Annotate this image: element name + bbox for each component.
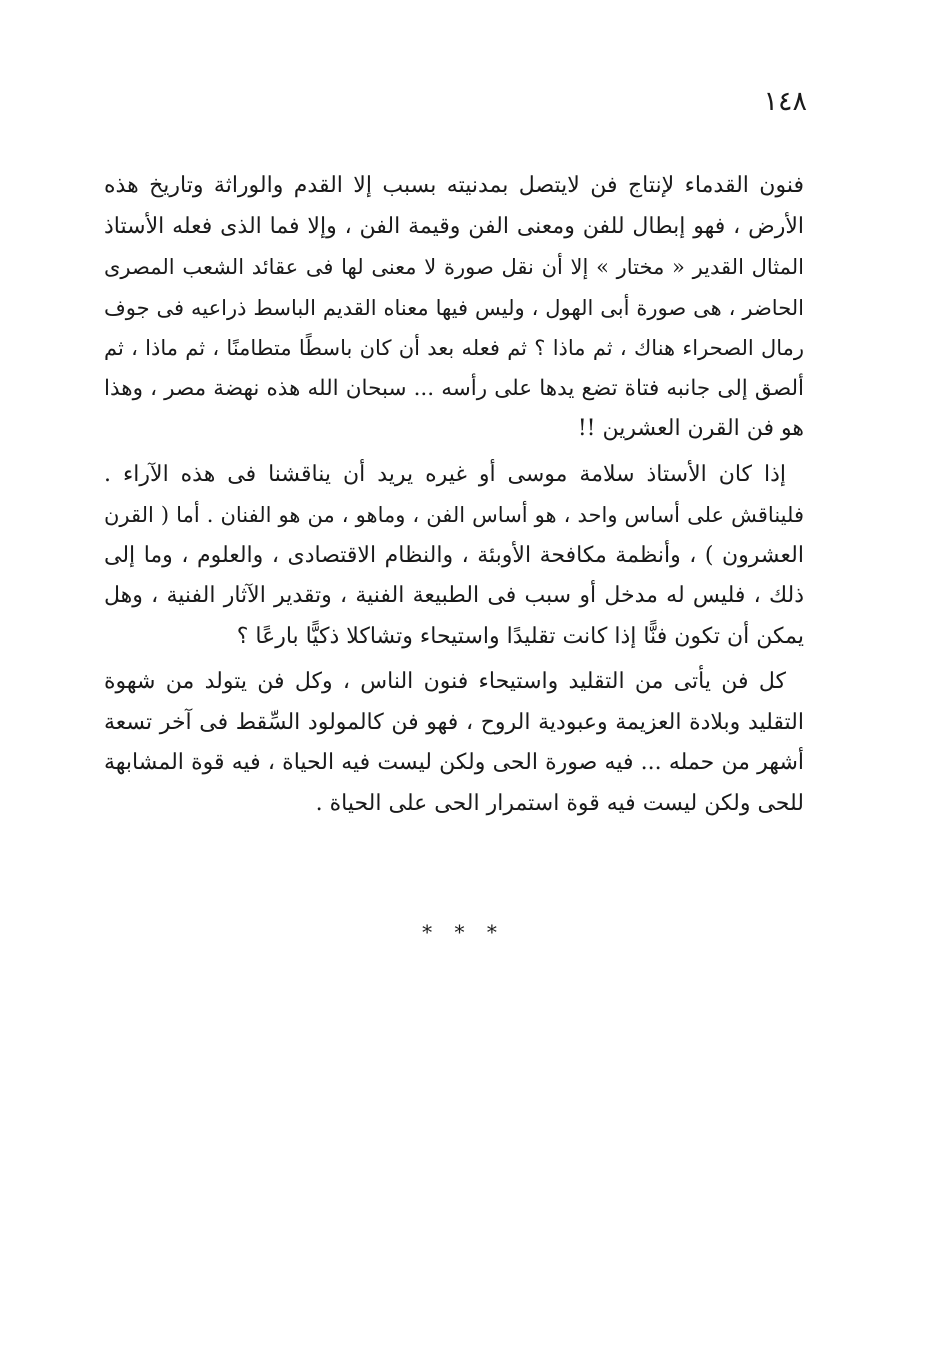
text-line: فليناقش على أساس واحد ، هو أساس الفن ، وماهو ، من هو الفنان . أما ( القرن <box>104 503 804 527</box>
text-line: التقليد وبلادة العزيمة وعبودية الروح ، فهو فن كالمولود السِّقط فى آخر تسعة <box>104 709 804 735</box>
text-line: فنون القدماء لإنتاج فن لايتصل بمدنيته بسبب إلا القدم والوراثة وتاريخ هذه <box>104 173 804 198</box>
text-line: أشهر من حمله ... فيه صورة الحى ولكن ليست فيه الحياة ، فيه قوة المشابهة <box>104 750 804 775</box>
paragraph-3 <box>104 662 804 824</box>
text-line: ألصق إلى جانبه فتاة تضع يدها على رأسه ... سبحان الله هذه نهضة مصر ، وهذا <box>104 375 804 401</box>
text-line: ذلك ، فليس له مدخل أو سبب فى الطبيعة الفنية ، وتقدير الآثار الفنية ، وهل <box>104 583 804 608</box>
text-line: هو فن القرن العشرين !! <box>577 416 804 441</box>
section-break-asterisks: * * * <box>422 920 505 944</box>
paragraph-1 <box>104 166 804 450</box>
text-line: الأرض ، فهو إبطال للفن ومعنى الفن وقيمة الفن ، وإلا فما الذى فعله الأستاذ <box>104 213 804 239</box>
text-line: للحى ولكن ليست فيه قوة استمرار الحى على الحياة . <box>315 790 804 816</box>
paragraph-2 <box>104 455 804 658</box>
text-line: رمال الصحراء هناك ، ثم ماذا ؟ ثم فعله بعد أن كان باسطًا متطامنًا ، ثم ماذا ، ثم <box>104 336 804 360</box>
page-number: ١٤٨ <box>763 86 807 117</box>
body-text <box>104 166 804 824</box>
text-line: العشرون ) ، وأنظمة مكافحة الأوبئة ، والنظام الاقتصادى ، والعلوم ، وما إلى <box>104 542 804 568</box>
text-line: المثال القدير « مختار » إلا أن نقل صورة لا معنى لها فى عقائد الشعب المصرى <box>104 255 804 279</box>
text-line: إذا كان الأستاذ سلامة موسى أو غيره يريد أن يناقشنا فى هذه الآراء . <box>104 461 786 487</box>
text-line: كل فن يأتى من التقليد واستيحاء فنون الناس ، وكل فن يتولد من شهوة <box>104 669 786 694</box>
text-line: الحاضر ، هى صورة أبى الهول ، وليس فيها معناه القديم الباسط ذراعيه فى جوف <box>104 295 804 320</box>
text-line: يمكن أن تكون فنًّا إذا كانت تقليدًا واستيحاء وتشاكلا ذكيًّا بارعًا ؟ <box>236 623 804 649</box>
